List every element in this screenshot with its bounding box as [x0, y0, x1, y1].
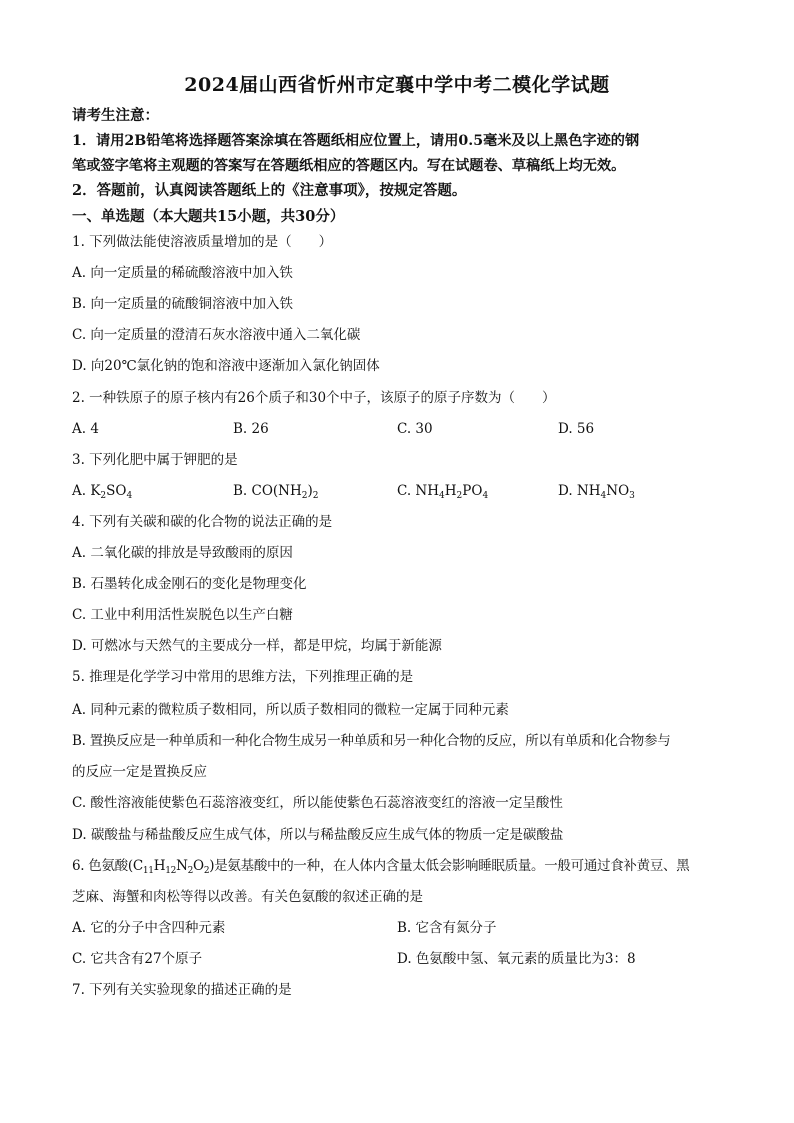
- question-6-stem-line-2: 芝麻、海蟹和肉松等得以改善。有关色氨酸的叙述正确的是: [72, 889, 423, 905]
- question-5-option-b-line-2: 的反应一定是置换反应: [72, 764, 207, 780]
- question-2-option-c: C. 30: [397, 421, 433, 437]
- question-1-stem: 1. 下列做法能使溶液质量增加的是（ ）: [72, 234, 333, 250]
- question-6-option-c: C. 它共含有27个原子: [72, 951, 203, 967]
- question-6-stem-line-1: 6. 色氨酸$(C_{11}H_{12}N_2O_2)$是氨基酸中的一种，在人体内含量太低会影响睡眠质量。一般可通过食补黄豆、黑: [72, 858, 690, 876]
- notice-item-1-line-1: 1．请用2B铅笔将选择题答案涂填在答题纸相应位置上，请用0.5毫米及以上黑色字迹的钢: [72, 133, 640, 149]
- question-1-option-c: C. 向一定质量的澄清石灰水溶液中通入二氧化碳: [72, 327, 361, 343]
- question-4-option-b: B. 石墨转化成金刚石的变化是物理变化: [72, 576, 307, 592]
- question-5-stem: 5. 推理是化学学习中常用的思维方法，下列推理正确的是: [72, 669, 414, 685]
- question-1-option-b: B. 向一定质量的硫酸铜溶液中加入铁: [72, 296, 294, 312]
- question-4-option-c: C. 工业中利用活性炭脱色以生产白糖: [72, 607, 293, 623]
- question-4-option-a: A. 二氧化碳的排放是导致酸雨的原因: [72, 545, 293, 561]
- question-2-stem: 2. 一种铁原子的原子核内有26个质子和30个中子，该原子的原子序数为（ ）: [72, 390, 556, 406]
- section-heading-single-choice: 一、单选题（本大题共15小题，共30分）: [72, 208, 345, 225]
- notice-item-1-line-2: 笔或签字笔将主观题的答案写在答题纸相应的答题区内。写在试题卷、草稿纸上均无效。: [72, 158, 626, 174]
- question-2-option-a: A. 4: [72, 421, 99, 437]
- question-5-option-d: D. 碳酸盐与稀盐酸反应生成气体，所以与稀盐酸反应生成气体的物质一定是碳酸盐: [72, 827, 564, 843]
- page-title: 2024届山西省忻州市定襄中学中考二模化学试题: [184, 74, 610, 96]
- question-3-option-b: B. $CO(NH_2)_2$: [233, 483, 319, 501]
- question-6-option-d: D. 色氨酸中氢、氧元素的质量比为3：8: [397, 951, 636, 967]
- question-4-stem: 4. 下列有关碳和碳的化合物的说法正确的是: [72, 514, 333, 530]
- question-3-option-c: C. $NH_4H_2PO_4$: [397, 483, 489, 501]
- question-3-stem: 3. 下列化肥中属于钾肥的是: [72, 452, 238, 468]
- question-6-option-b: B. 它含有氮分子: [397, 920, 497, 936]
- question-1-option-a: A. 向一定质量的稀硫酸溶液中加入铁: [72, 265, 293, 281]
- question-5-option-a: A. 同种元素的微粒质子数相同，所以质子数相同的微粒一定属于同种元素: [72, 702, 509, 718]
- question-4-option-d: D. 可燃冰与天然气的主要成分一样，都是甲烷，均属于新能源: [72, 638, 442, 654]
- question-2-option-b: B. 26: [233, 421, 269, 437]
- question-6-option-a: A. 它的分子中含四种元素: [72, 920, 226, 936]
- question-3-option-a: A. $K_2SO_4$: [72, 483, 133, 501]
- notice-heading: 请考生注意：: [72, 107, 159, 124]
- question-5-option-b-line-1: B. 置换反应是一种单质和一种化合物生成另一种单质和另一种化合物的反应，所以有单质和化合物参与: [72, 733, 671, 749]
- question-3-option-d: D. $NH_4NO_3$: [558, 483, 635, 501]
- notice-item-2: 2．答题前，认真阅读答题纸上的《注意事项》，按规定答题。: [72, 182, 467, 199]
- question-5-option-c: C. 酸性溶液能使紫色石蕊溶液变红，所以能使紫色石蕊溶液变红的溶液一定呈酸性: [72, 795, 563, 811]
- question-2-option-d: D. 56: [558, 421, 595, 437]
- question-7-stem: 7. 下列有关实验现象的描述正确的是: [72, 982, 292, 998]
- question-1-option-d: D. 向20℃氯化钠的饱和溶液中逐渐加入氯化钠固体: [72, 358, 380, 374]
